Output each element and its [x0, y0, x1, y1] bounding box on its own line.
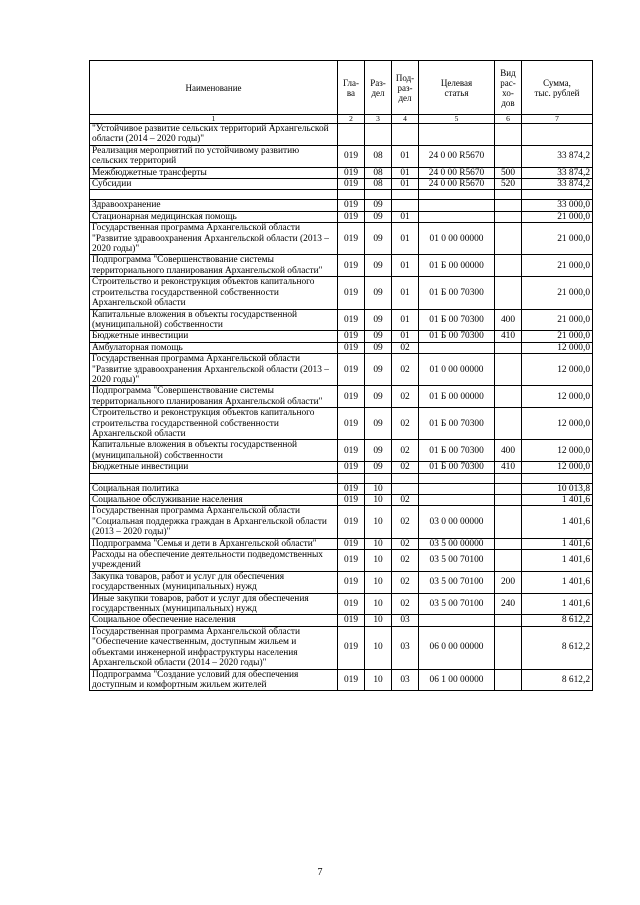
table-row [90, 615, 593, 626]
row-name-cell: Капитальные вложения в объекты государственной (муниципальной) собственности [90, 309, 338, 331]
sum-cell: 33 874,2 [522, 167, 593, 178]
subsection-cell: 02 [392, 593, 419, 615]
subsection-cell: 02 [392, 462, 419, 473]
target-article-cell: 01 Б 00 70300 [419, 462, 495, 473]
table-row [90, 626, 593, 669]
chapter-cell: 019 [338, 179, 365, 190]
spacer-row [90, 190, 593, 200]
subsection-cell: 02 [392, 538, 419, 549]
spacer-cell [495, 473, 522, 483]
target-article-cell [419, 200, 495, 211]
chapter-cell: 019 [338, 495, 365, 506]
header-section-text: Раз- дел [370, 77, 386, 98]
section-cell: 10 [365, 538, 392, 549]
subsection-cell [392, 124, 419, 146]
subsection-cell: 02 [392, 354, 419, 386]
section-cell: 09 [365, 200, 392, 211]
section-cell: 10 [365, 483, 392, 494]
sum-cell: 12 000,0 [522, 386, 593, 408]
target-article-cell [419, 211, 495, 222]
expense-type-cell [495, 626, 522, 669]
sum-cell: 33 874,2 [522, 145, 593, 167]
target-article-cell: 03 5 00 70100 [419, 550, 495, 572]
row-name-cell: Капитальные вложения в объекты государственной (муниципальной) собственности [90, 440, 338, 462]
chapter-cell: 019 [338, 386, 365, 408]
subsection-cell: 02 [392, 440, 419, 462]
chapter-cell: 019 [338, 462, 365, 473]
column-number-row [90, 115, 593, 124]
table-row [90, 354, 593, 386]
sum-cell: 1 401,6 [522, 495, 593, 506]
subsection-cell: 02 [392, 408, 419, 440]
chapter-cell: 019 [338, 550, 365, 572]
chapter-cell: 019 [338, 483, 365, 494]
subsection-cell: 01 [392, 309, 419, 331]
subsection-cell: 02 [392, 506, 419, 538]
subsection-cell: 01 [392, 255, 419, 277]
target-article-cell: 03 5 00 00000 [419, 538, 495, 549]
page-number: 7 [317, 867, 323, 878]
chapter-cell: 019 [338, 615, 365, 626]
row-name-cell: Расходы на обеспечение деятельности подведомственных учреждений [90, 550, 338, 572]
chapter-cell: 019 [338, 593, 365, 615]
table-row [90, 145, 593, 167]
row-name-cell: Амбулаторная помощь [90, 342, 338, 353]
sum-cell: 21 000,0 [522, 309, 593, 331]
subsection-cell: 01 [392, 167, 419, 178]
expense-type-cell [495, 495, 522, 506]
section-cell: 09 [365, 223, 392, 255]
header-section [365, 61, 392, 115]
row-name-cell: Подпрограмма "Создание условий для обеспечения доступным и комфортным жильем жителей [90, 669, 338, 691]
section-cell: 08 [365, 145, 392, 167]
section-cell [365, 124, 392, 146]
subsection-cell: 01 [392, 331, 419, 342]
row-name-cell: Бюджетные инвестиции [90, 331, 338, 342]
chapter-cell: 019 [338, 223, 365, 255]
subsection-cell: 01 [392, 211, 419, 222]
target-article-cell [419, 124, 495, 146]
expense-type-cell: 400 [495, 309, 522, 331]
sum-cell: 8 612,2 [522, 669, 593, 691]
section-cell: 09 [365, 331, 392, 342]
chapter-cell: 019 [338, 145, 365, 167]
sum-cell: 1 401,6 [522, 571, 593, 593]
row-name-cell: Подпрограмма "Совершенствование системы территориального планирования Архангельской области" [90, 386, 338, 408]
expense-type-cell [495, 483, 522, 494]
sum-cell: 12 000,0 [522, 440, 593, 462]
spacer-cell [392, 473, 419, 483]
header-chapter-text: Гла- ва [342, 77, 359, 98]
expense-type-cell: 410 [495, 331, 522, 342]
spacer-cell [365, 473, 392, 483]
table-row [90, 386, 593, 408]
row-name-cell: Межбюджетные трансферты [90, 167, 338, 178]
chapter-cell: 019 [338, 571, 365, 593]
expense-type-cell [495, 277, 522, 309]
table-body [90, 124, 593, 691]
sum-cell: 12 000,0 [522, 342, 593, 353]
section-cell: 10 [365, 593, 392, 615]
row-name-cell: Стационарная медицинская помощь [90, 211, 338, 222]
chapter-cell: 019 [338, 626, 365, 669]
expense-type-cell [495, 669, 522, 691]
section-cell: 09 [365, 309, 392, 331]
section-cell: 09 [365, 408, 392, 440]
chapter-cell [338, 124, 365, 146]
section-cell: 09 [365, 354, 392, 386]
target-article-cell: 01 Б 00 70300 [419, 309, 495, 331]
table-row [90, 342, 593, 353]
row-name-cell: Социальное обеспечение населения [90, 615, 338, 626]
table-row [90, 255, 593, 277]
table-header-row [90, 61, 593, 115]
target-article-cell: 03 5 00 70100 [419, 593, 495, 615]
subsection-cell: 03 [392, 669, 419, 691]
section-cell: 10 [365, 495, 392, 506]
budget-table [89, 60, 593, 691]
sum-cell: 33 874,2 [522, 179, 593, 190]
expense-type-cell: 520 [495, 179, 522, 190]
row-name-cell: Социальное обслуживание населения [90, 495, 338, 506]
column-number: 5 [419, 115, 495, 124]
section-cell: 09 [365, 277, 392, 309]
chapter-cell: 019 [338, 506, 365, 538]
row-name-cell: Государственная программа Архангельской области "Социальная поддержка граждан в Архангельской области (2013 – 2020 годы)" [90, 506, 338, 538]
target-article-cell: 24 0 00 R5670 [419, 145, 495, 167]
spacer-cell [365, 190, 392, 200]
expense-type-cell [495, 354, 522, 386]
expense-type-cell [495, 408, 522, 440]
subsection-cell: 01 [392, 179, 419, 190]
row-name-cell: Подпрограмма "Семья и дети в Архангельской области" [90, 538, 338, 549]
table-row [90, 440, 593, 462]
section-cell: 10 [365, 615, 392, 626]
row-name-cell: Субсидии [90, 179, 338, 190]
chapter-cell: 019 [338, 408, 365, 440]
target-article-cell: 24 0 00 R5670 [419, 167, 495, 178]
header-subsection [392, 61, 419, 115]
target-article-cell [419, 342, 495, 353]
expense-type-cell: 500 [495, 167, 522, 178]
table-row [90, 408, 593, 440]
section-cell: 09 [365, 211, 392, 222]
column-number: 4 [392, 115, 419, 124]
target-article-cell: 24 0 00 R5670 [419, 179, 495, 190]
subsection-cell [392, 200, 419, 211]
sum-cell: 33 000,0 [522, 200, 593, 211]
row-name-cell: Социальная политика [90, 483, 338, 494]
header-target [419, 61, 495, 115]
header-sum-text: Сумма, тыс. рублей [534, 77, 580, 98]
row-name-cell: "Устойчивое развитие сельских территорий Архангельской области (2014 – 2020 годы)" [90, 124, 338, 146]
subsection-cell: 02 [392, 495, 419, 506]
sum-cell: 21 000,0 [522, 277, 593, 309]
subsection-cell: 01 [392, 223, 419, 255]
header-expense-type [495, 61, 522, 115]
sum-cell: 10 013,8 [522, 483, 593, 494]
column-number: 6 [495, 115, 522, 124]
header-expense-type-text: Вид рас- хо- дов [500, 67, 516, 108]
section-cell: 10 [365, 626, 392, 669]
section-cell: 08 [365, 179, 392, 190]
expense-type-cell [495, 124, 522, 146]
target-article-cell [419, 483, 495, 494]
section-cell: 09 [365, 255, 392, 277]
chapter-cell: 019 [338, 167, 365, 178]
target-article-cell: 01 Б 00 00000 [419, 386, 495, 408]
target-article-cell: 03 5 00 70100 [419, 571, 495, 593]
spacer-cell [90, 190, 338, 200]
section-cell: 10 [365, 669, 392, 691]
table-row [90, 211, 593, 222]
sum-cell: 12 000,0 [522, 354, 593, 386]
chapter-cell: 019 [338, 331, 365, 342]
spacer-cell [90, 473, 338, 483]
target-article-cell: 01 Б 00 00000 [419, 255, 495, 277]
chapter-cell: 019 [338, 277, 365, 309]
chapter-cell: 019 [338, 200, 365, 211]
subsection-cell: 01 [392, 277, 419, 309]
chapter-cell: 019 [338, 309, 365, 331]
table-row [90, 223, 593, 255]
expense-type-cell: 200 [495, 571, 522, 593]
table-row [90, 462, 593, 473]
row-name-cell: Подпрограмма "Совершенствование системы территориального планирования Архангельской области" [90, 255, 338, 277]
table-row [90, 483, 593, 494]
table-row [90, 593, 593, 615]
table-row [90, 124, 593, 146]
header-target-text: Целевая статья [440, 77, 473, 98]
target-article-cell [419, 495, 495, 506]
chapter-cell: 019 [338, 354, 365, 386]
subsection-cell: 03 [392, 626, 419, 669]
sum-cell: 12 000,0 [522, 408, 593, 440]
expense-type-cell [495, 386, 522, 408]
spacer-cell [419, 473, 495, 483]
sum-cell: 8 612,2 [522, 615, 593, 626]
expense-type-cell [495, 145, 522, 167]
subsection-cell: 03 [392, 615, 419, 626]
target-article-cell: 06 1 00 00000 [419, 669, 495, 691]
spacer-cell [522, 473, 593, 483]
sum-cell: 21 000,0 [522, 255, 593, 277]
chapter-cell: 019 [338, 255, 365, 277]
row-name-cell: Строительство и реконструкция объектов капитального строительства государственной собственности Архангельской области [90, 277, 338, 309]
sum-cell: 1 401,6 [522, 538, 593, 549]
column-number: 7 [522, 115, 593, 124]
table-row [90, 571, 593, 593]
section-cell: 10 [365, 506, 392, 538]
spacer-cell [392, 190, 419, 200]
target-article-cell: 01 Б 00 70300 [419, 277, 495, 309]
expense-type-cell [495, 342, 522, 353]
subsection-cell: 02 [392, 571, 419, 593]
chapter-cell: 019 [338, 669, 365, 691]
chapter-cell: 019 [338, 211, 365, 222]
header-name: Наименование [90, 61, 338, 115]
row-name-cell: Государственная программа Архангельской области "Развитие здравоохранения Архангельской области (2013 – 2020 годы)" [90, 223, 338, 255]
subsection-cell: 02 [392, 550, 419, 572]
sum-cell: 1 401,6 [522, 506, 593, 538]
chapter-cell: 019 [338, 538, 365, 549]
spacer-cell [522, 190, 593, 200]
target-article-cell [419, 615, 495, 626]
spacer-cell [338, 190, 365, 200]
expense-type-cell: 410 [495, 462, 522, 473]
subsection-cell: 01 [392, 145, 419, 167]
row-name-cell: Строительство и реконструкция объектов капитального строительства государственной собственности Архангельской области [90, 408, 338, 440]
chapter-cell: 019 [338, 342, 365, 353]
sum-cell: 1 401,6 [522, 550, 593, 572]
header-sum [522, 61, 593, 115]
sum-cell: 21 000,0 [522, 331, 593, 342]
target-article-cell: 01 0 00 00000 [419, 354, 495, 386]
row-name-cell: Государственная программа Архангельской области "Развитие здравоохранения Архангельской области (2013 – 2020 годы)" [90, 354, 338, 386]
subsection-cell: 02 [392, 342, 419, 353]
expense-type-cell [495, 506, 522, 538]
target-article-cell: 06 0 00 00000 [419, 626, 495, 669]
expense-type-cell [495, 211, 522, 222]
spacer-cell [495, 190, 522, 200]
row-name-cell: Бюджетные инвестиции [90, 462, 338, 473]
table-row [90, 309, 593, 331]
expense-type-cell [495, 223, 522, 255]
column-number: 1 [90, 115, 338, 124]
spacer-row [90, 473, 593, 483]
row-name-cell: Государственная программа Архангельской области "Обеспечение качественным, доступным жильем и объектами инженерной инфраструктуры населения Архангельской области (2014 – 2020 годы)" [90, 626, 338, 669]
section-cell: 09 [365, 386, 392, 408]
expense-type-cell: 400 [495, 440, 522, 462]
subsection-cell [392, 483, 419, 494]
section-cell: 09 [365, 440, 392, 462]
sum-cell: 12 000,0 [522, 462, 593, 473]
table-row [90, 179, 593, 190]
table-row [90, 495, 593, 506]
table-row [90, 669, 593, 691]
sum-cell: 21 000,0 [522, 223, 593, 255]
target-article-cell: 01 Б 00 70300 [419, 331, 495, 342]
column-number: 2 [338, 115, 365, 124]
section-cell: 10 [365, 571, 392, 593]
section-cell: 09 [365, 342, 392, 353]
subsection-cell: 02 [392, 386, 419, 408]
expense-type-cell [495, 550, 522, 572]
sum-cell [522, 124, 593, 146]
expense-type-cell [495, 200, 522, 211]
table-row [90, 331, 593, 342]
target-article-cell: 01 Б 00 70300 [419, 440, 495, 462]
chapter-cell: 019 [338, 440, 365, 462]
expense-type-cell [495, 615, 522, 626]
header-subsection-text: Под- раз- дел [395, 72, 415, 103]
spacer-cell [338, 473, 365, 483]
section-cell: 10 [365, 550, 392, 572]
table-row [90, 167, 593, 178]
table-row [90, 506, 593, 538]
expense-type-cell: 240 [495, 593, 522, 615]
spacer-cell [419, 190, 495, 200]
table-row [90, 200, 593, 211]
target-article-cell: 01 Б 00 70300 [419, 408, 495, 440]
target-article-cell: 01 0 00 00000 [419, 223, 495, 255]
target-article-cell: 03 0 00 00000 [419, 506, 495, 538]
table-row [90, 277, 593, 309]
column-number: 3 [365, 115, 392, 124]
section-cell: 09 [365, 462, 392, 473]
expense-type-cell [495, 538, 522, 549]
row-name-cell: Здравоохранение [90, 200, 338, 211]
table-row [90, 550, 593, 572]
row-name-cell: Иные закупки товаров, работ и услуг для обеспечения государственных (муниципальных) нужд [90, 593, 338, 615]
sum-cell: 8 612,2 [522, 626, 593, 669]
sum-cell: 1 401,6 [522, 593, 593, 615]
sum-cell: 21 000,0 [522, 211, 593, 222]
row-name-cell: Закупка товаров, работ и услуг для обеспечения государственных (муниципальных) нужд [90, 571, 338, 593]
table-row [90, 538, 593, 549]
section-cell: 08 [365, 167, 392, 178]
header-chapter [338, 61, 365, 115]
row-name-cell: Реализация мероприятий по устойчивому развитию сельских территорий [90, 145, 338, 167]
expense-type-cell [495, 255, 522, 277]
